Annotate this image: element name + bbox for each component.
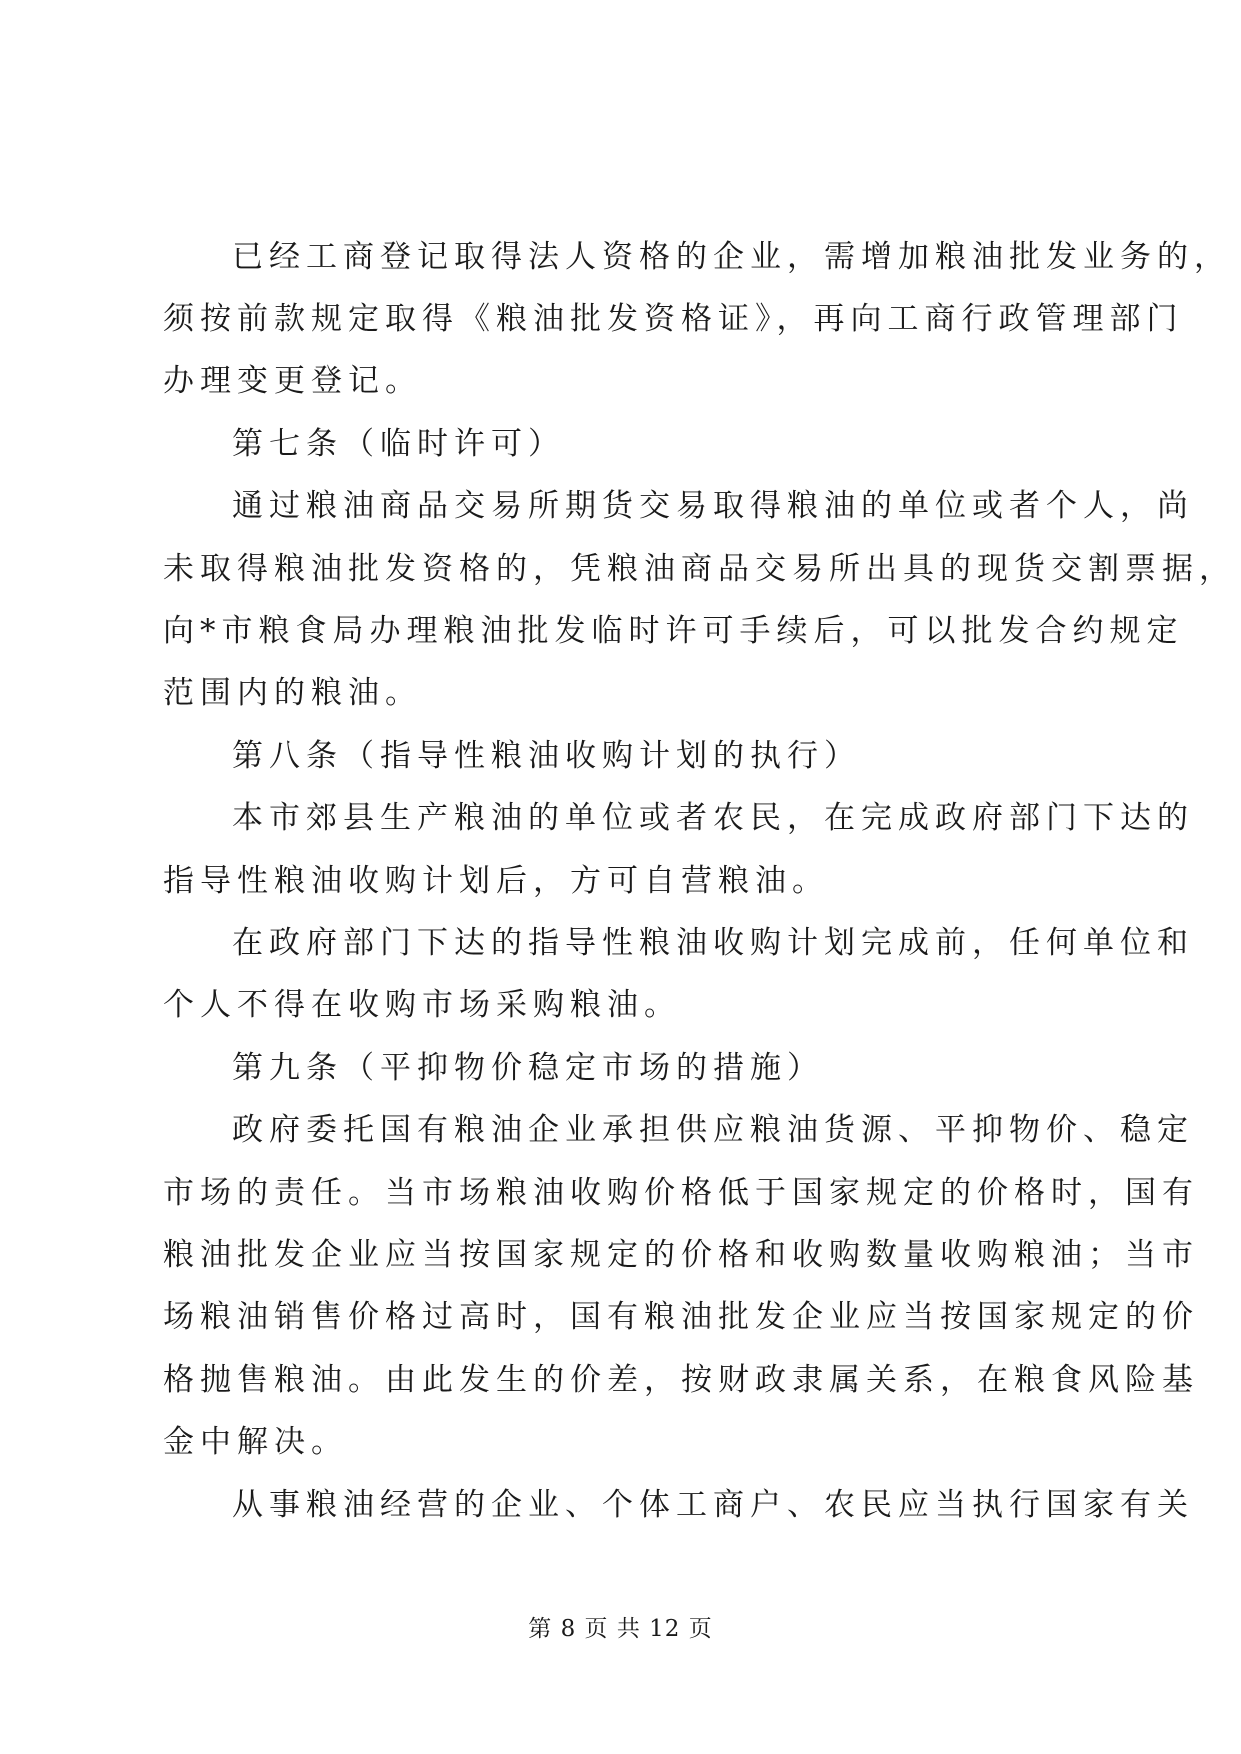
text-line: 粮油批发企业应当按国家规定的价格和收购数量收购粮油；当市 [163,1237,1199,1273]
text-line: 向*市粮食局办理粮油批发临时许可手续后，可以批发合约规定 [163,613,1184,649]
text-line: 个人不得在收购市场采购粮油。 [163,987,681,1023]
text-line: 政府委托国有粮油企业承担供应粮油货源、平抑物价、稳定 [232,1112,1194,1148]
text-line: 范围内的粮油。 [163,675,422,711]
text-line: 从事粮油经营的企业、个体工商户、农民应当执行国家有关 [232,1487,1194,1523]
text-line: 未取得粮油批发资格的，凭粮油商品交易所出具的现货交割票据， [163,551,1236,587]
text-line: 已经工商登记取得法人资格的企业，需增加粮油批发业务的， [232,239,1231,275]
article-heading: 第八条（指导性粮油收购计划的执行） [232,738,861,774]
text-line: 通过粮油商品交易所期货交易取得粮油的单位或者个人，尚 [232,488,1194,524]
article-heading: 第七条（临时许可） [232,426,565,462]
page-number-footer: 第 8 页 共 12 页 [528,1616,713,1642]
article-heading: 第九条（平抑物价稳定市场的措施） [232,1050,824,1086]
text-line: 市场的责任。当市场粮油收购价格低于国家规定的价格时，国有 [163,1175,1199,1211]
text-line: 场粮油销售价格过高时，国有粮油批发企业应当按国家规定的价 [163,1299,1199,1335]
text-line: 本市郊县生产粮油的单位或者农民，在完成政府部门下达的 [232,800,1194,836]
text-line: 指导性粮油收购计划后，方可自营粮油。 [163,863,829,899]
text-line: 金中解决。 [163,1424,348,1460]
text-line: 格抛售粮油。由此发生的价差，按财政隶属关系，在粮食风险基 [163,1362,1199,1398]
text-line: 办理变更登记。 [163,363,422,399]
text-line: 在政府部门下达的指导性粮油收购计划完成前，任何单位和 [232,925,1194,961]
text-line: 须按前款规定取得《粮油批发资格证》，再向工商行政管理部门 [163,301,1184,337]
